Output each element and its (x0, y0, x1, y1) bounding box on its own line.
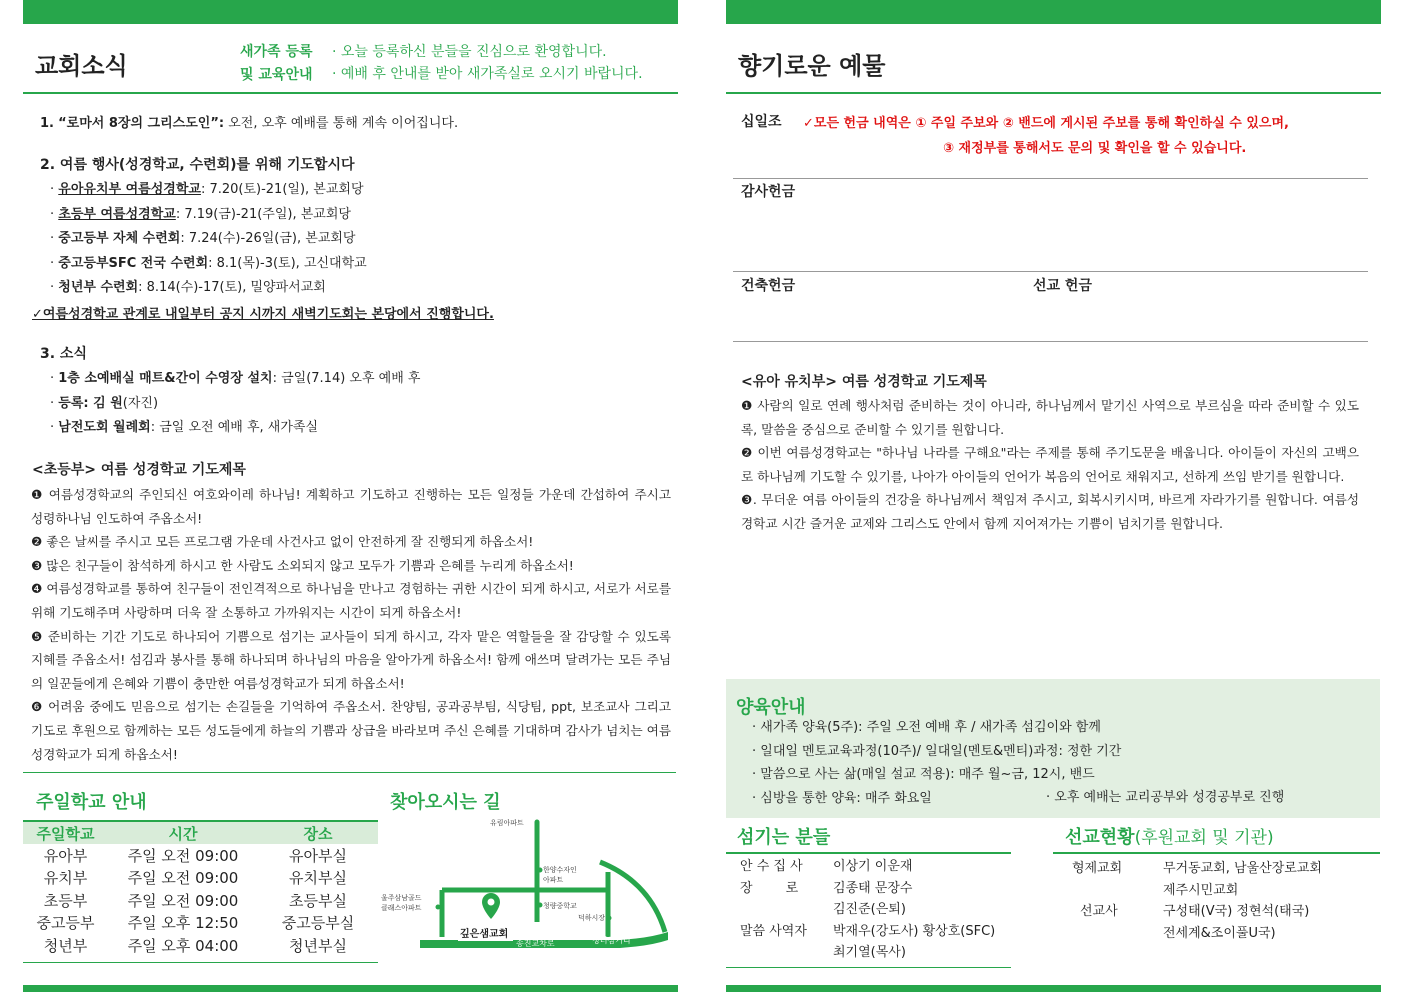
table-row (23, 844, 378, 867)
thanks-offering-label: 감사헌금 (741, 184, 796, 200)
table-cell: 청년부 (43, 936, 88, 955)
list-item: · 청년부 수련회: 8.14(수)-17(토), 밀양파서교회 (50, 280, 326, 295)
list-item: · 말씀으로 사는 삶(매일 설교 적용): 매주 월~금, 12시, 밴드 (752, 767, 1095, 782)
table-cell: 주일 오전 09:00 (127, 869, 239, 888)
list-item-bold: 등록: 김 원 (58, 395, 123, 411)
mission-names: 전세계&조이풀U국) (1163, 925, 1276, 941)
road-label: 송진교차로 (516, 939, 555, 948)
list-item-bold: 1층 소예배실 매트&간이 수영장 설치 (58, 371, 273, 386)
divider (733, 271, 1368, 272)
building-offering-label: 건축헌금 (741, 278, 796, 294)
elementary-prayer-title: <초등부> 여름 성경학교 기도제목 (32, 462, 246, 478)
list-item: · 심방을 통한 양육: 매주 화요일 (752, 790, 932, 806)
mission-role: 선교사 (1080, 904, 1118, 919)
newcomer-line-2: · 예배 후 안내를 받아 새가족실로 오시기 바랍니다. (332, 66, 643, 82)
news-item-1-num: 1. (40, 116, 54, 131)
dawn-prayer-note: ✓여름성경학교 관계로 내일부터 공지 시까지 새벽기도회는 본당에서 진행합니다. (32, 307, 494, 322)
list-item-bold: 남전도회 월례회 (58, 420, 151, 435)
mission-list (1072, 858, 1322, 944)
kids-prayer-text: ❶ 사람의 일로 연례 행사처럼 준비하는 것이 아니라, 하나님께서 맡기신 사역으로 부르심을 따라 준비할 수 있도록, 말씀을 중심으로 준비할 수 있기를 원합니다. ❷ 이번 여름성경학교는 "하나님 나라를 구해요"라는 주제를 통해 주기도문을 배웁니다. 아이들이 자신의 고백으로 하나님께 기도할 수 있기를, 나아가 아이들의 언어가 복음의 언어로 채워지고, 선하게 쓰임 받기를 원합니다. ❸. 무더운 여름 아이들의 건강을 하나님께서 책임져 주시고, 회복시키시며, 바르게 자라가기를 원합니다. 여름성경학교 시간 즐거운 교제와 그리스도 안에서 함께 지어져가는 기쁨이 넘치기를 원합니다. (741, 398, 1359, 531)
news-item-1-bold: “로마서 8장의 그리스도인”: (58, 116, 225, 131)
list-item-bold: 초등부 여름성경학교 (58, 206, 176, 222)
table-bottom-line (23, 962, 378, 963)
servant-row (740, 942, 995, 964)
list-item-bold: 중고등부SFC 전국 수련회 (58, 255, 209, 271)
kids-prayer-title: <유아 유치부> 여름 성경학교 기도제목 (741, 374, 987, 390)
list-item-rest: : 8.14(수)-17(토), 밀양파서교회 (138, 280, 326, 295)
table-header: 주일학교 (23, 822, 108, 844)
list-item: · 중고등부SFC 전국 수련회: 8.1(목)-3(토), 고신대학교 (50, 255, 367, 271)
table-cell: 중고등부 (36, 914, 95, 933)
mission-title-wrap (1065, 823, 1274, 849)
map-label: 울주삼남골드 (381, 894, 422, 902)
directions-map (380, 812, 680, 952)
location-pin-icon (482, 893, 500, 919)
table-cell: 초등부실 (289, 891, 347, 910)
list-item-bold: 청년부 수련회 (58, 280, 139, 295)
servant-role: 장 로 (740, 880, 799, 896)
table-cell: 주일 오후 04:00 (127, 936, 239, 955)
landmark-dot (436, 905, 441, 910)
offering-title: 향기로운 예물 (738, 52, 886, 80)
map-label: 덕하시장 (578, 914, 606, 922)
map-label: 청량중학교 (543, 902, 577, 910)
landmark-dot (538, 903, 543, 908)
tithe-note-2: ③ 재정부를 통해서도 문의 및 확인을 할 수 있습니다. (943, 141, 1247, 156)
list-item: · 1층 소예배실 매트&간이 수영장 설치: 금일(7.14) 오후 예배 후 (50, 371, 421, 386)
servants-title: 섬기는 분들 (737, 827, 831, 848)
nurture-extra: · 오후 예배는 교리공부와 성경공부로 진행 (1046, 790, 1285, 805)
list-item-rest: : 7.19(금)-21(주일), 본교회당 (175, 206, 351, 222)
list-item: · 초등부 여름성경학교: 7.19(금)-21(주일), 본교회당 (50, 206, 351, 222)
table-cell: 유아부실 (289, 846, 347, 865)
table-cell: 중고등부실 (281, 914, 355, 933)
servant-row (740, 856, 995, 878)
list-item-rest: : 8.1(목)-3(토), 고신대학교 (208, 255, 367, 271)
list-item-rest: : 금일(7.14) 오후 예배 후 (272, 371, 421, 386)
church-label: 깊은샘교회 (460, 929, 509, 940)
list-item-rest: : 금일 오전 예배 후, 새가족실 (150, 420, 319, 435)
newcomer-label-2: 및 교육안내 (240, 67, 313, 83)
mission-row (1072, 880, 1322, 902)
table-cell: 유치부실 (289, 869, 347, 888)
table-row (23, 889, 378, 912)
list-item: · 등록: 김 원(자진) (50, 395, 159, 411)
table-cell: 유치부 (43, 869, 88, 888)
tithe-label: 십일조 (741, 114, 782, 130)
bottom-bar-right (726, 985, 1381, 992)
mission-row (1072, 901, 1322, 923)
newcomer-label-1: 새가족 등록 (240, 44, 313, 60)
divider (726, 92, 1381, 94)
news-item-1-rest: 오전, 오후 예배를 통해 계속 이어집니다. (224, 116, 459, 131)
mission-row (1072, 858, 1322, 880)
mission-offering-label: 선교 헌금 (1033, 278, 1092, 294)
list-item: · 유아유치부 여름성경학교: 7.20(토)-21(일), 본교회당 (50, 182, 364, 197)
mission-title-sub: (후원교회 및 기관) (1134, 828, 1274, 848)
divider (726, 967, 1011, 968)
top-bar-right (726, 0, 1381, 24)
list-item-bold: 중고등부 자체 수련회 (58, 231, 181, 246)
news-item-3-list (50, 367, 420, 441)
servant-names: 박재우(강도사) 황상호(SFC) (833, 923, 996, 939)
divider (1053, 852, 1380, 854)
servant-row (740, 899, 995, 921)
landmark-dot (607, 916, 612, 921)
list-item-bold: 유아유치부 여름성경학교 (58, 182, 201, 197)
table-cell: 주일 오후 12:50 (127, 914, 239, 933)
top-bar-left (23, 0, 678, 24)
landmark-dot (535, 820, 540, 825)
news-item-1 (40, 112, 458, 131)
page-title: 교회소식 (35, 52, 128, 80)
news-item-3-title: 3. 소식 (40, 346, 87, 362)
divider (733, 341, 1368, 342)
table-header-row (23, 822, 378, 844)
bottom-bar-left (23, 985, 678, 992)
servant-role: 안 수 집 사 (740, 859, 803, 874)
divider (23, 772, 676, 773)
table-cell: 주일 오전 09:00 (127, 891, 239, 910)
list-item-rest: : 7.24(수)-26일(금), 본교회당 (180, 231, 356, 246)
servant-names: 김종태 문장수 (833, 880, 913, 896)
elementary-prayer-text: ❶ 여름성경학교의 주인되신 여호와이레 하나님! 계획하고 기도하고 진행하는 모든 일정들 가운데 간섭하여 주시고 성령하나님 인도하여 주옵소서! ❷ 좋은 날씨를 주시고 모든 프로그램 가운데 사건사고 없이 안전하게 잘 진행되게 하옵소서! ❸ 많은 친구들이 참석하게 하시고 한 사람도 소외되지 않고 모두가 기쁨과 은혜를 누리게 하옵소서! ❹ 여름성경학교를 통하여 친구들이 전인격적으로 하나님을 만나고 경험하는 귀한 시간이 되게 하시고, 서로가 서로를 위해 기도해주며 사랑하며 더욱 잘 소통하고 가까워지는 시간이 되게 하옵소서! ❺ 준비하는 기간 기도로 하나되어 기쁨으로 섬기는 교사들이 되게 하시고, 각자 맡은 역할들을 잘 감당할 수 있도록 지혜를 주옵소서! 섬김과 봉사를 통해 하나되며 하나님의 마음을 알아가게 하옵소서! 함께 애쓰며 달려가는 모든 주님의 일꾼들에게 은혜와 기쁨이 충만한 여름성경학교가 되게 하옵소서! ❻ 어려움 중에도 믿음으로 섬기는 손길들을 기억하여 주옵소서. 찬양팀, 공과공부팀, 식당팀, ppt, 보조교사 그리고 기도로 후원으로 함께하는 모든 성도들에게 하늘의 기쁨과 상급을 바라보며 주신 은혜를 기대하며 감사가 넘치는 여름성경학교가 되게 하옵소서! (31, 487, 671, 762)
landmark-dot (538, 868, 543, 873)
table-cell: 주일 오전 09:00 (127, 846, 239, 865)
map-label: 아파트 (543, 876, 564, 884)
servant-row (740, 878, 995, 900)
map-label: 한양수자인 (543, 866, 577, 874)
mission-names: 구성태(V국) 정현석(태국) (1163, 904, 1310, 919)
divider (726, 852, 1011, 854)
mission-names: 제주시민교회 (1163, 882, 1239, 898)
divider (23, 92, 678, 94)
sunday-school-table (23, 822, 378, 957)
servant-names: 김진준(은퇴) (833, 902, 906, 917)
nurture-title: 양육안내 (736, 697, 806, 718)
sunday-school-title: 주일학교 안내 (36, 792, 147, 813)
servant-names: 최기열(목사) (833, 945, 906, 960)
mission-row (1072, 923, 1322, 945)
news-item-2-title: 2. 여름 행사(성경학교, 수련회)를 위해 기도합시다 (40, 157, 355, 173)
servant-role: 말씀 사역자 (740, 923, 807, 939)
table-row (23, 934, 378, 957)
list-item: · 새가족 양육(5주): 주일 오전 예배 후 / 새가족 섬김이와 함께 (752, 720, 1101, 735)
list-item: · 남전도회 월례회: 금일 오전 예배 후, 새가족실 (50, 420, 319, 435)
servant-row (740, 921, 995, 943)
list-item-rest: : 7.20(토)-21(일), 본교회당 (200, 182, 364, 197)
newcomer-line-1: · 오늘 등록하신 분들을 진심으로 환영합니다. (332, 44, 607, 60)
tithe-note-1: ✓모든 헌금 내역은 ① 주일 주보와 ② 밴드에 게시된 주보를 통해 확인하실 수 있으며, (803, 116, 1289, 131)
table-header: 시간 (108, 822, 258, 844)
list-item-rest: (자진) (122, 395, 159, 411)
map-label: 클래스아파트 (381, 904, 422, 912)
table-cell: 유아부 (43, 846, 88, 865)
list-item: · 중고등부 자체 수련회: 7.24(수)-26일(금), 본교회당 (50, 231, 356, 246)
servant-names: 이상기 이운재 (833, 859, 913, 874)
table-row (23, 867, 378, 890)
list-item: · 일대일 멘토교육과정(10주)/ 일대일(멘토&멘티)과정: 정한 기간 (752, 743, 1122, 759)
table-header: 장소 (258, 822, 378, 844)
table-row (23, 912, 378, 935)
table-cell: 청년부실 (289, 936, 347, 955)
map-label: 유림아파트 (490, 819, 524, 827)
directions-title: 찾아오시는 길 (390, 792, 501, 813)
road-label: 청터삼거리 (592, 936, 631, 945)
servants-list (740, 856, 995, 964)
table-cell: 초등부 (43, 891, 88, 910)
news-item-2-list (50, 178, 367, 301)
mission-title: 선교현황 (1065, 827, 1135, 848)
mission-role: 형제교회 (1072, 861, 1123, 876)
mission-names: 무거동교회, 남울산장로교회 (1163, 861, 1322, 876)
divider (733, 178, 1368, 179)
